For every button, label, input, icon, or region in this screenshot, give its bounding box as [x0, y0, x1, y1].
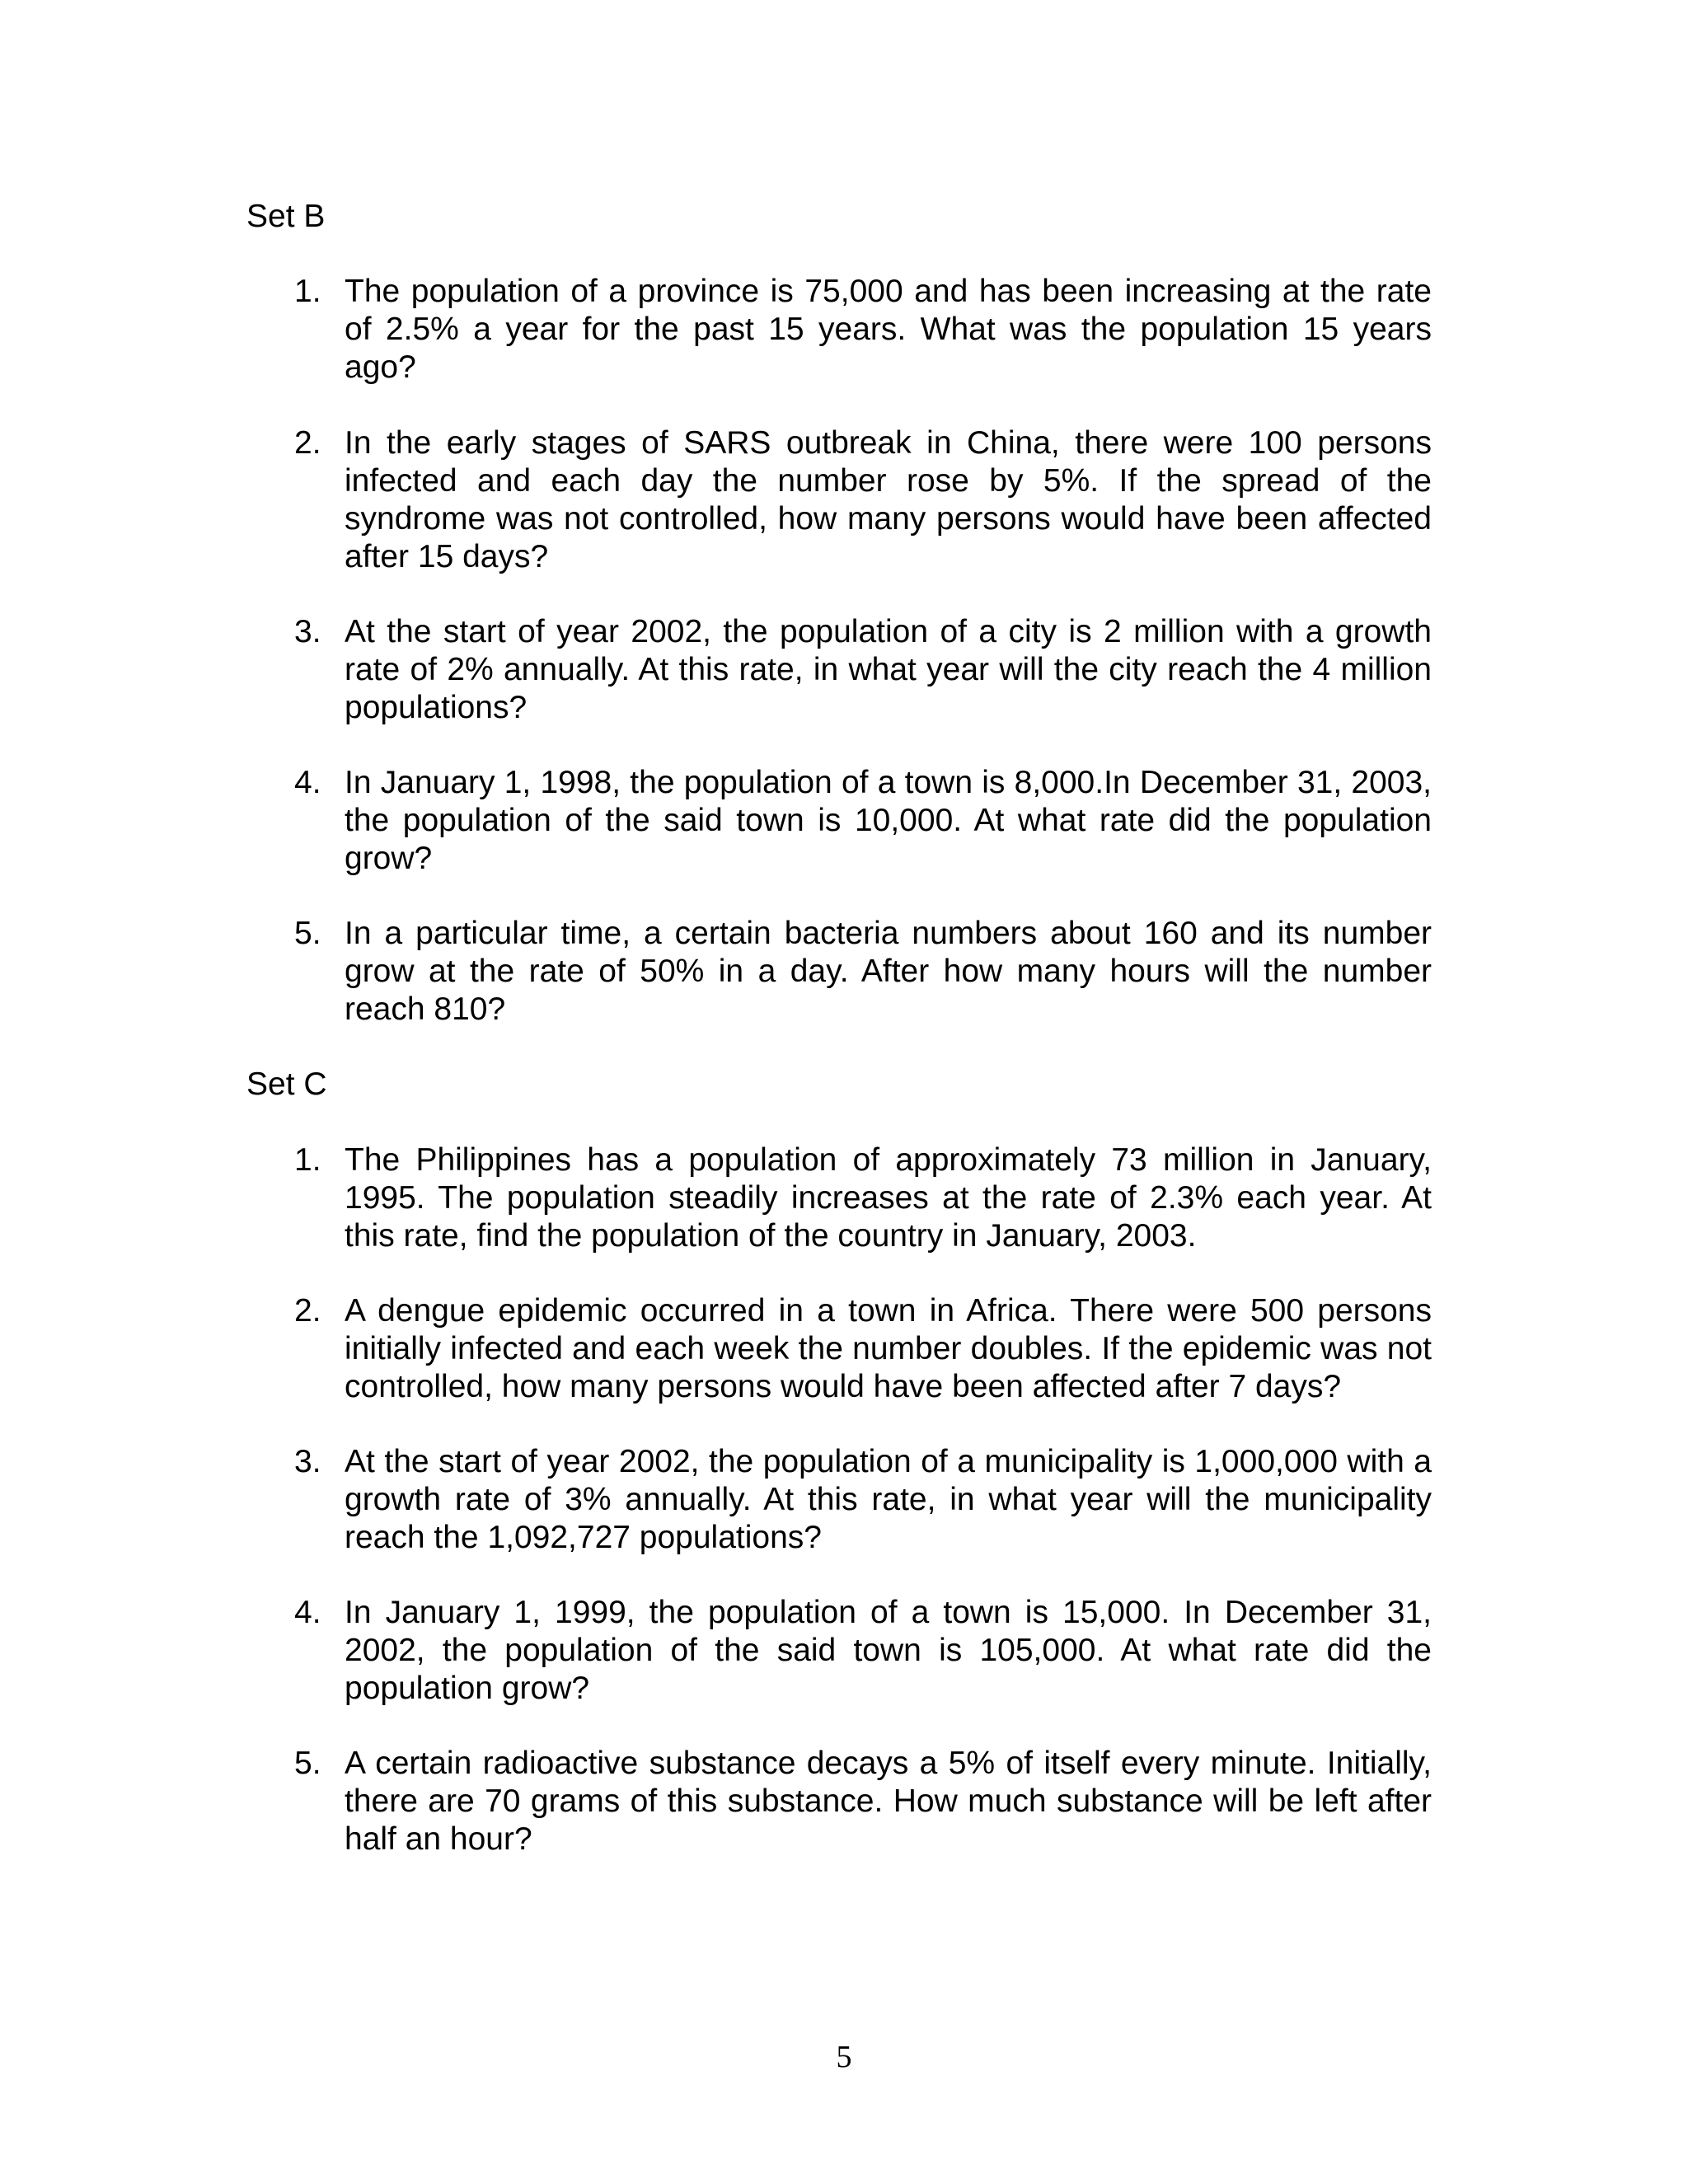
set-c-problem-5 [294, 1745, 1432, 1858]
problem-text: In January 1, 1998, the population of a town is 8,000.In December 31, 2003, the population of the said town is 10,000. At what rate did the population grow? [345, 765, 1432, 876]
set-c-heading: Set C [246, 1066, 327, 1102]
problem-number: 2. [294, 425, 321, 461]
problem-text: In January 1, 1999, the population of a town is 15,000. In December 31, 2002, the population of the said town is 105,000. At what rate did the population grow? [345, 1595, 1432, 1706]
problem-number: 2. [294, 1293, 321, 1329]
problem-text: At the start of year 2002, the population of a city is 2 million with a growth rate of 2% annually. At this rate, in what year will the city reach the 4 million populations? [345, 614, 1432, 725]
problem-text: At the start of year 2002, the population of a municipality is 1,000,000 with a growth rate of 3% annually. At this rate, in what year will the municipality reach the 1,092,727 populations? [345, 1444, 1432, 1555]
problem-text: A certain radioactive substance decays a 5% of itself every minute. Initially, there are 70 grams of this substance. How much substance will be left after half an hour? [345, 1746, 1432, 1857]
problem-text: The population of a province is 75,000 and has been increasing at the rate of 2.5% a year for the past 15 years. What was the population 15 years ago? [345, 274, 1432, 385]
set-c-problem-4 [294, 1594, 1432, 1708]
page-number: 5 [836, 2040, 852, 2074]
problem-number: 5. [294, 1746, 321, 1781]
set-b-problem-5 [294, 915, 1432, 1029]
problem-text: In a particular time, a certain bacteria numbers about 160 and its number grow at the rate of 50% in a day. After how many hours will the number reach 810? [345, 916, 1432, 1027]
set-b-problem-4 [294, 764, 1432, 878]
problem-number: 5. [294, 916, 321, 951]
problem-number: 3. [294, 614, 321, 649]
set-b-problem-1 [294, 273, 1432, 387]
problem-number: 1. [294, 274, 321, 309]
problem-number: 1. [294, 1142, 321, 1178]
problem-text: In the early stages of SARS outbreak in China, there were 100 persons infected and each day the number rose by 5%. If the spread of the syndrome was not controlled, how many persons would have been affected after 15 days? [345, 425, 1432, 574]
problem-number: 3. [294, 1444, 321, 1479]
set-b-problem-2 [294, 424, 1432, 576]
problem-number: 4. [294, 765, 321, 800]
set-b-problem-3 [294, 613, 1432, 727]
problem-number: 4. [294, 1595, 321, 1630]
problem-text: A dengue epidemic occurred in a town in Africa. There were 500 persons initially infected and each week the number doubles. If the epidemic was not controlled, how many persons would have been affected after 7 days? [345, 1293, 1432, 1404]
set-c-problem-2 [294, 1292, 1432, 1406]
problem-text: The Philippines has a population of approximately 73 million in January, 1995. The population steadily increases at the rate of 2.3% each year. At this rate, find the population of the country in January, 2003. [345, 1142, 1432, 1254]
set-c-problem-1 [294, 1141, 1432, 1255]
set-b-heading: Set B [246, 199, 326, 234]
set-c-problem-3 [294, 1443, 1432, 1557]
